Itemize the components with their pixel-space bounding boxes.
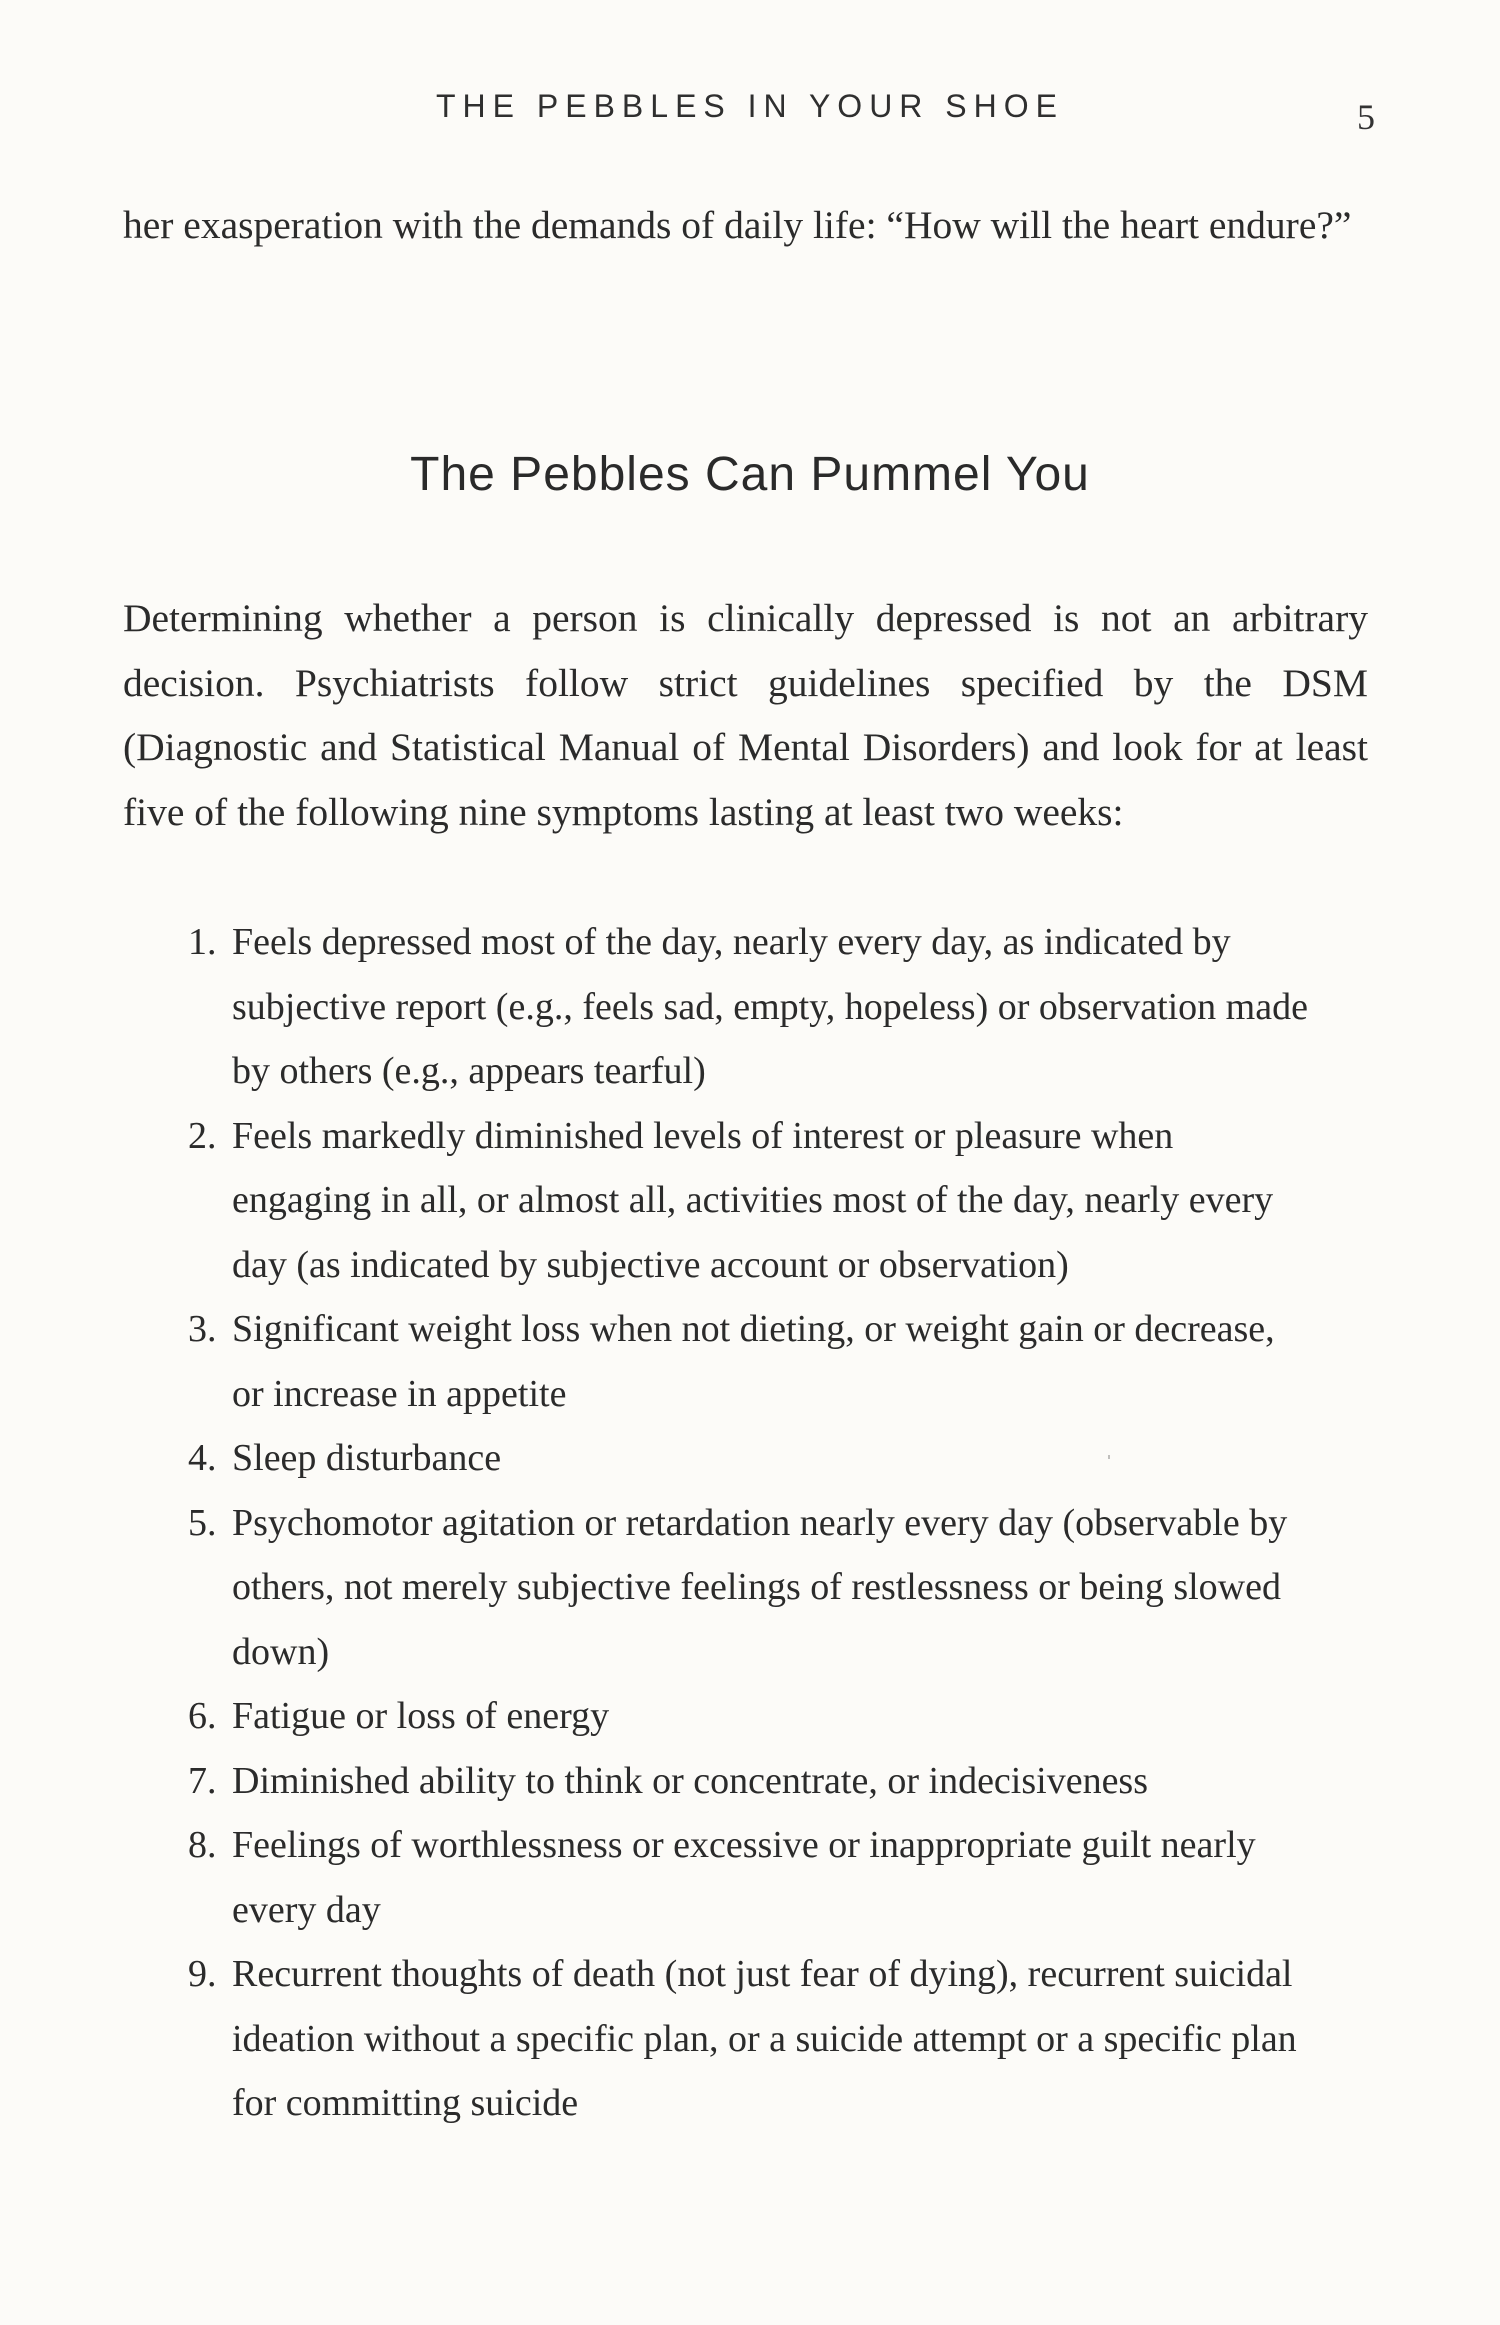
list-item-number: 4.	[188, 1437, 217, 1479]
list-item-text: Diminished ability to think or concentrate, or indecisiveness	[232, 1759, 1149, 1802]
list-item-text: Recurrent thoughts of death (not just fear of dying), recurrent suicidal ideation without a specific plan, or a suicide attempt or a specific plan for committing suicide	[232, 1953, 1297, 2124]
list-item-text: Fatigue or loss of energy	[232, 1695, 610, 1737]
list-item	[180, 1491, 1310, 1685]
running-head: THE PEBBLES IN YOUR SHOE	[436, 88, 1064, 124]
page-number: 5	[1357, 97, 1375, 137]
opening-paragraph: her exasperation with the demands of daily life: “How will the heart endure?”	[123, 203, 1352, 247]
list-item-number: 3.	[188, 1308, 217, 1350]
list-item	[180, 1942, 1310, 2136]
list-item	[180, 910, 1310, 1104]
section-heading: The Pebbles Can Pummel You	[410, 448, 1090, 501]
list-item	[180, 1749, 1310, 1814]
scan-speck	[1108, 1455, 1110, 1459]
list-item-number: 6.	[188, 1695, 217, 1737]
list-item-number: 7.	[188, 1759, 217, 1802]
list-item-text: Psychomotor agitation or retardation nearly every day (observable by others, not merely subjective feelings of restlessness or being slowed down)	[232, 1501, 1288, 1673]
symptom-list	[180, 910, 1310, 2136]
list-item-number: 1.	[188, 921, 217, 963]
list-item	[180, 1426, 1310, 1491]
list-item-number: 2.	[188, 1114, 217, 1157]
list-item-text: Feelings of worthlessness or excessive or inappropriate guilt nearly every day	[232, 1824, 1256, 1931]
list-item-number: 9.	[188, 1953, 217, 1995]
intro-paragraph: Determining whether a person is clinically depressed is not an arbitrary decision. Psychiatrists follow strict guidelines specified by the DSM (Diagnostic and Statistical Manual of Mental Disorders) and look for at least five of the following nine symptoms lasting at least two weeks:	[123, 596, 1368, 834]
list-item	[180, 1297, 1310, 1426]
list-item-text: Significant weight loss when not dieting, or weight gain or decrease, or increase in appetite	[232, 1308, 1275, 1415]
list-item	[180, 1684, 1310, 1749]
list-item-text: Feels depressed most of the day, nearly every day, as indicated by subjective report (e.g., feels sad, empty, hopeless) or observation made by others (e.g., appears tearful)	[232, 921, 1308, 1092]
list-item	[180, 1813, 1310, 1942]
list-item-number: 5.	[188, 1501, 217, 1544]
list-item-text: Feels markedly diminished levels of interest or pleasure when engaging in all, or almost all, activities most of the day, nearly every day (as indicated by subjective account or observation)	[232, 1114, 1274, 1286]
list-item-text: Sleep disturbance	[232, 1437, 502, 1479]
list-item-number: 8.	[188, 1824, 217, 1866]
list-item	[180, 1104, 1310, 1298]
